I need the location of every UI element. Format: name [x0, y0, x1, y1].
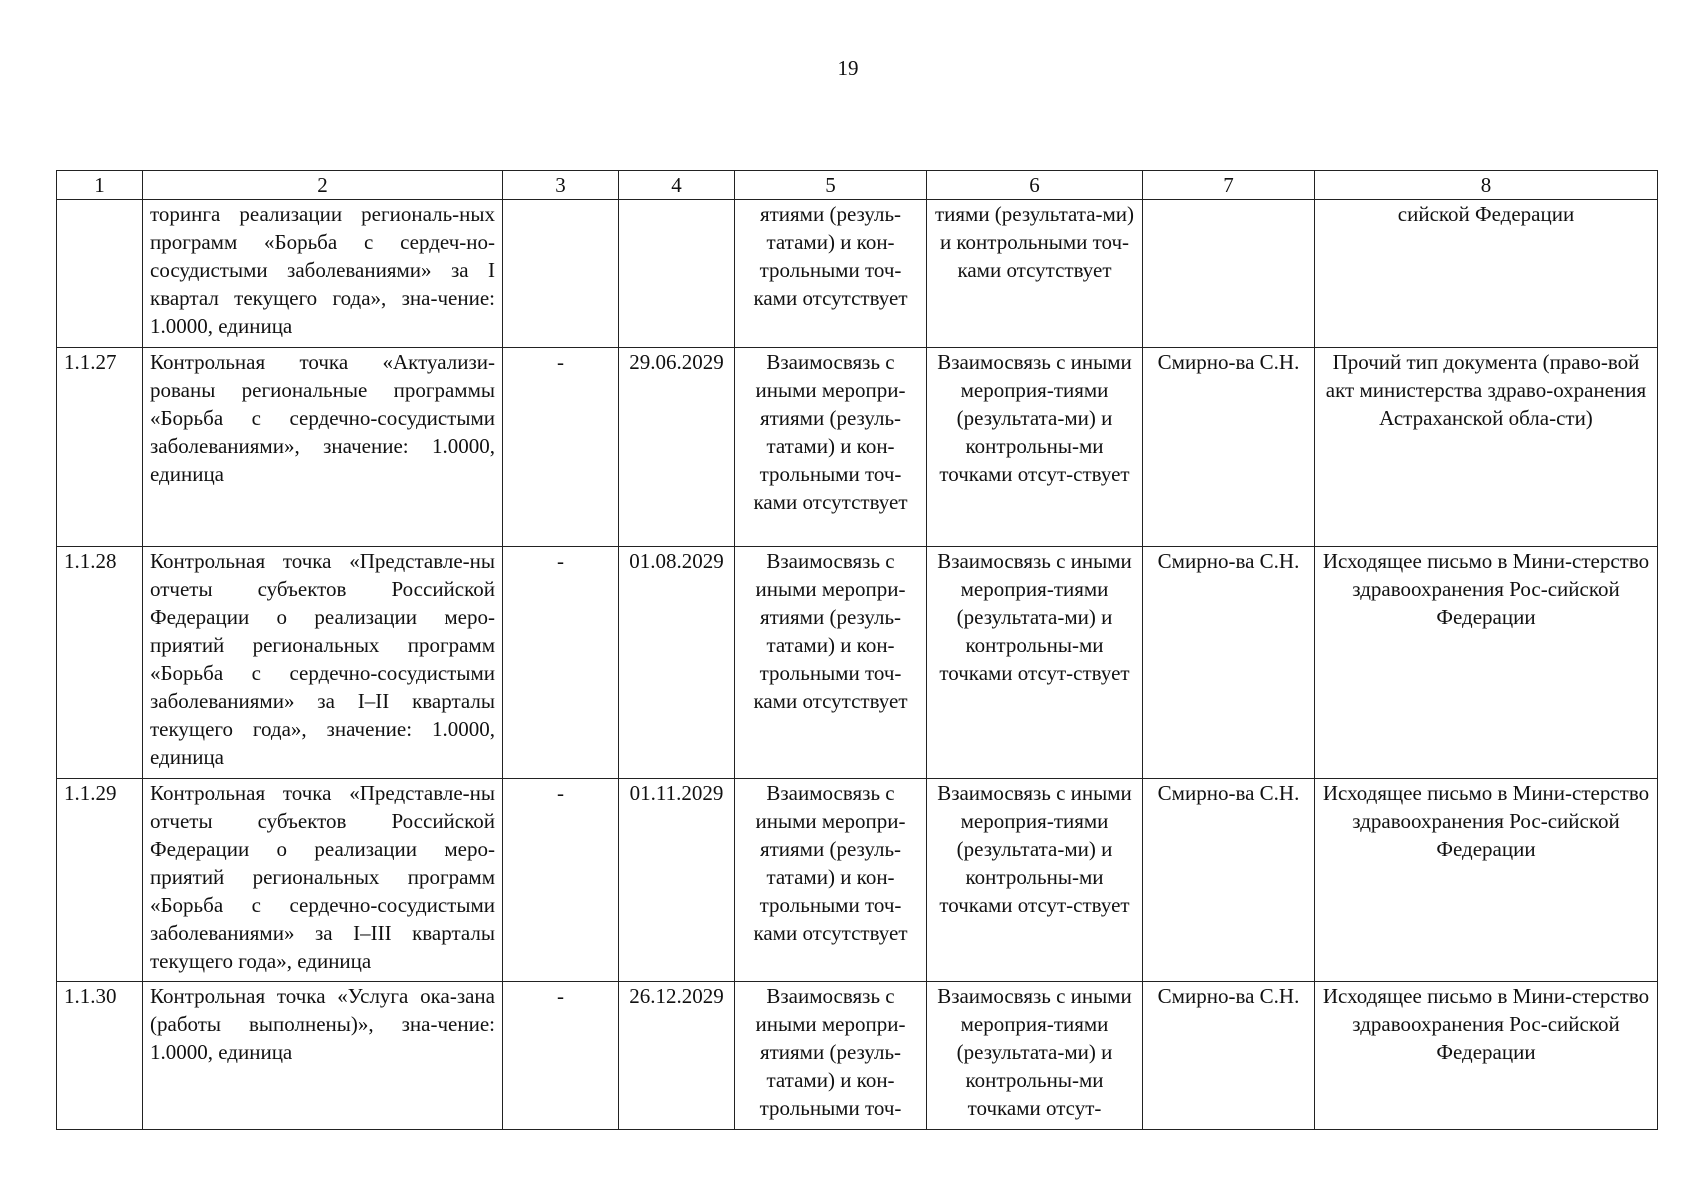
schedule-table	[56, 170, 1658, 1130]
due-date: 29.06.2029	[619, 348, 735, 547]
item-number: 1.1.27	[57, 348, 143, 547]
responsible-person: Смирно-ва С.Н.	[1143, 779, 1315, 982]
predecessor-cell: -	[503, 779, 619, 982]
table-row	[57, 547, 1658, 779]
relation-previous: Взаимосвязь с иными меропри-ятиями (резуль-татами) и кон-трольными точ-	[735, 982, 927, 1130]
predecessor-cell: -	[503, 547, 619, 779]
item-name: Контрольная точка «Представле-ны отчеты субъектов Российской Федерации о реализации меро-приятий региональных программ «Борьба с сердечно-сосудистыми заболеваниями» за I–II кварталы текущего года», значение: 1.0000, единица	[143, 547, 503, 779]
due-date: 01.08.2029	[619, 547, 735, 779]
item-number: 1.1.30	[57, 982, 143, 1130]
item-name: Контрольная точка «Актуализи-рованы региональные программы «Борьба с сердечно-сосудистыми заболеваниями», значение: 1.0000, единица	[143, 348, 503, 547]
item-name: Контрольная точка «Услуга ока-зана (работы выполнены)», зна-чение: 1.0000, единица	[143, 982, 503, 1130]
document-type: Исходящее письмо в Мини-стерство здравоохранения Рос-сийской Федерации	[1315, 547, 1658, 779]
due-date: 01.11.2029	[619, 779, 735, 982]
column-number: 4	[619, 171, 735, 200]
due-date: 26.12.2029	[619, 982, 735, 1130]
item-name: Контрольная точка «Представле-ны отчеты субъектов Российской Федерации о реализации меро-приятий региональных программ «Борьба с сердечно-сосудистыми заболеваниями» за I–III кварталы текущего года», единица	[143, 779, 503, 982]
column-number-row	[57, 171, 1658, 200]
item-number: 1.1.28	[57, 547, 143, 779]
table-row	[57, 348, 1658, 547]
column-number: 5	[735, 171, 927, 200]
page-number: 19	[837, 56, 859, 80]
relation-previous: Взаимосвязь с иными меропри-ятиями (резуль-татами) и кон-трольными точ-ками отсутствует	[735, 547, 927, 779]
relation-next: Взаимосвязь с иными мероприя-тиями (результата-ми) и контрольны-ми точками отсут-ствует	[927, 348, 1143, 547]
column-number: 2	[143, 171, 503, 200]
relation-next: тиями (результата-ми) и контрольными точ-ками отсутствует	[927, 200, 1143, 348]
responsible-person: Смирно-ва С.Н.	[1143, 348, 1315, 547]
column-number: 3	[503, 171, 619, 200]
relation-previous: ятиями (резуль-татами) и кон-трольными точ-ками отсутствует	[735, 200, 927, 348]
due-date	[619, 200, 735, 348]
column-number: 7	[1143, 171, 1315, 200]
table-row	[57, 779, 1658, 982]
document-type: Исходящее письмо в Мини-стерство здравоохранения Рос-сийской Федерации	[1315, 982, 1658, 1130]
table-row	[57, 982, 1658, 1130]
relation-next: Взаимосвязь с иными мероприя-тиями (результата-ми) и контрольны-ми точками отсут-ствует	[927, 779, 1143, 982]
predecessor-cell: -	[503, 982, 619, 1130]
column-number: 6	[927, 171, 1143, 200]
item-number: 1.1.29	[57, 779, 143, 982]
document-type: Прочий тип документа (право-вой акт министерства здраво-охранения Астраханской обла-сти)	[1315, 348, 1658, 547]
relation-next: Взаимосвязь с иными мероприя-тиями (результата-ми) и контрольны-ми точками отсут-ствует	[927, 547, 1143, 779]
responsible-person	[1143, 200, 1315, 348]
column-number: 8	[1315, 171, 1658, 200]
document-type: сийской Федерации	[1315, 200, 1658, 348]
relation-next: Взаимосвязь с иными мероприя-тиями (результата-ми) и контрольны-ми точками отсут-	[927, 982, 1143, 1130]
responsible-person: Смирно-ва С.Н.	[1143, 547, 1315, 779]
item-number	[57, 200, 143, 348]
predecessor-cell: -	[503, 348, 619, 547]
table-row	[57, 200, 1658, 348]
item-name: торинга реализации региональ-ных программ «Борьба с сердеч-но-сосудистыми заболеваниями» за I квартал текущего года», зна-чение: 1.0000, единица	[143, 200, 503, 348]
relation-previous: Взаимосвязь с иными меропри-ятиями (резуль-татами) и кон-трольными точ-ками отсутствует	[735, 779, 927, 982]
responsible-person: Смирно-ва С.Н.	[1143, 982, 1315, 1130]
column-number: 1	[57, 171, 143, 200]
predecessor-cell	[503, 200, 619, 348]
relation-previous: Взаимосвязь с иными меропри-ятиями (резуль-татами) и кон-трольными точ-ками отсутствует	[735, 348, 927, 547]
document-type: Исходящее письмо в Мини-стерство здравоохранения Рос-сийской Федерации	[1315, 779, 1658, 982]
